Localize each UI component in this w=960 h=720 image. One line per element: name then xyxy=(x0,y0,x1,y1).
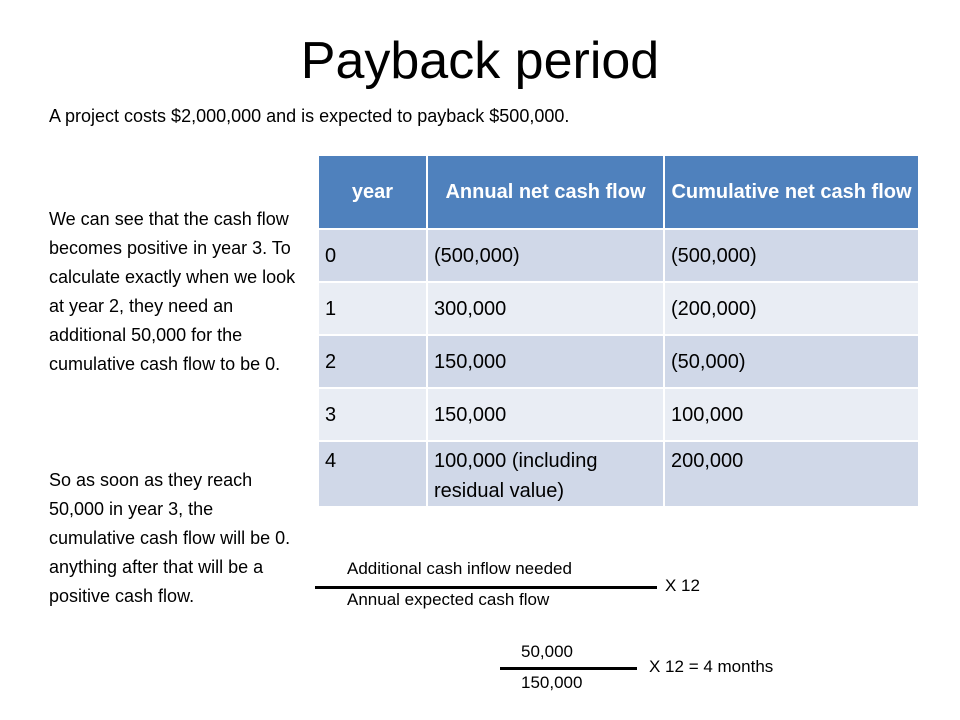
cell-year: 1 xyxy=(319,282,427,335)
cell-annual: 150,000 xyxy=(427,335,664,388)
explanation-paragraph-1: We can see that the cash flow becomes positive in year 3. To calculate exactly when we look at year 2, they need an additional 50,000 for the cumulative cash flow to be 0. xyxy=(49,209,296,374)
cell-cumulative: 200,000 xyxy=(664,441,918,507)
cell-annual: 150,000 xyxy=(427,388,664,441)
header-annual-net-cash-flow: Annual net cash flow xyxy=(427,156,664,229)
cell-annual: 100,000 (including residual value) xyxy=(427,441,664,507)
cell-year: 4 xyxy=(319,441,427,507)
calculation-fraction-line xyxy=(500,667,637,670)
page-title: Payback period xyxy=(300,32,660,90)
calculation-denominator: 150,000 xyxy=(521,673,583,692)
table-row xyxy=(319,441,918,507)
cash-flow-table xyxy=(319,156,918,508)
cell-cumulative: (200,000) xyxy=(664,282,918,335)
calculation-result: X 12 = 4 months xyxy=(649,657,774,676)
table-row xyxy=(319,388,918,441)
cell-year: 0 xyxy=(319,229,427,282)
cell-year: 3 xyxy=(319,388,427,441)
cell-cumulative: (50,000) xyxy=(664,335,918,388)
cell-cumulative: (500,000) xyxy=(664,229,918,282)
table-row xyxy=(319,282,918,335)
intro-text: A project costs $2,000,000 and is expected to payback $500,000. xyxy=(49,106,570,126)
table-header-row xyxy=(319,156,918,229)
formula-numerator: Additional cash inflow needed xyxy=(347,559,572,578)
formula-multiplier: X 12 xyxy=(665,576,700,595)
cell-annual: 300,000 xyxy=(427,282,664,335)
table-row xyxy=(319,335,918,388)
header-cumulative-net-cash-flow: Cumulative net cash flow xyxy=(664,156,918,229)
cell-cumulative: 100,000 xyxy=(664,388,918,441)
formula-denominator: Annual expected cash flow xyxy=(347,590,550,609)
header-year: year xyxy=(319,156,427,229)
table-row xyxy=(319,229,918,282)
cell-annual: (500,000) xyxy=(427,229,664,282)
calculation-numerator: 50,000 xyxy=(521,642,573,661)
cell-year: 2 xyxy=(319,335,427,388)
explanation-paragraph-2: So as soon as they reach 50,000 in year 3, the cumulative cash flow will be 0. anything after that will be a positive cash flow. xyxy=(49,470,291,606)
